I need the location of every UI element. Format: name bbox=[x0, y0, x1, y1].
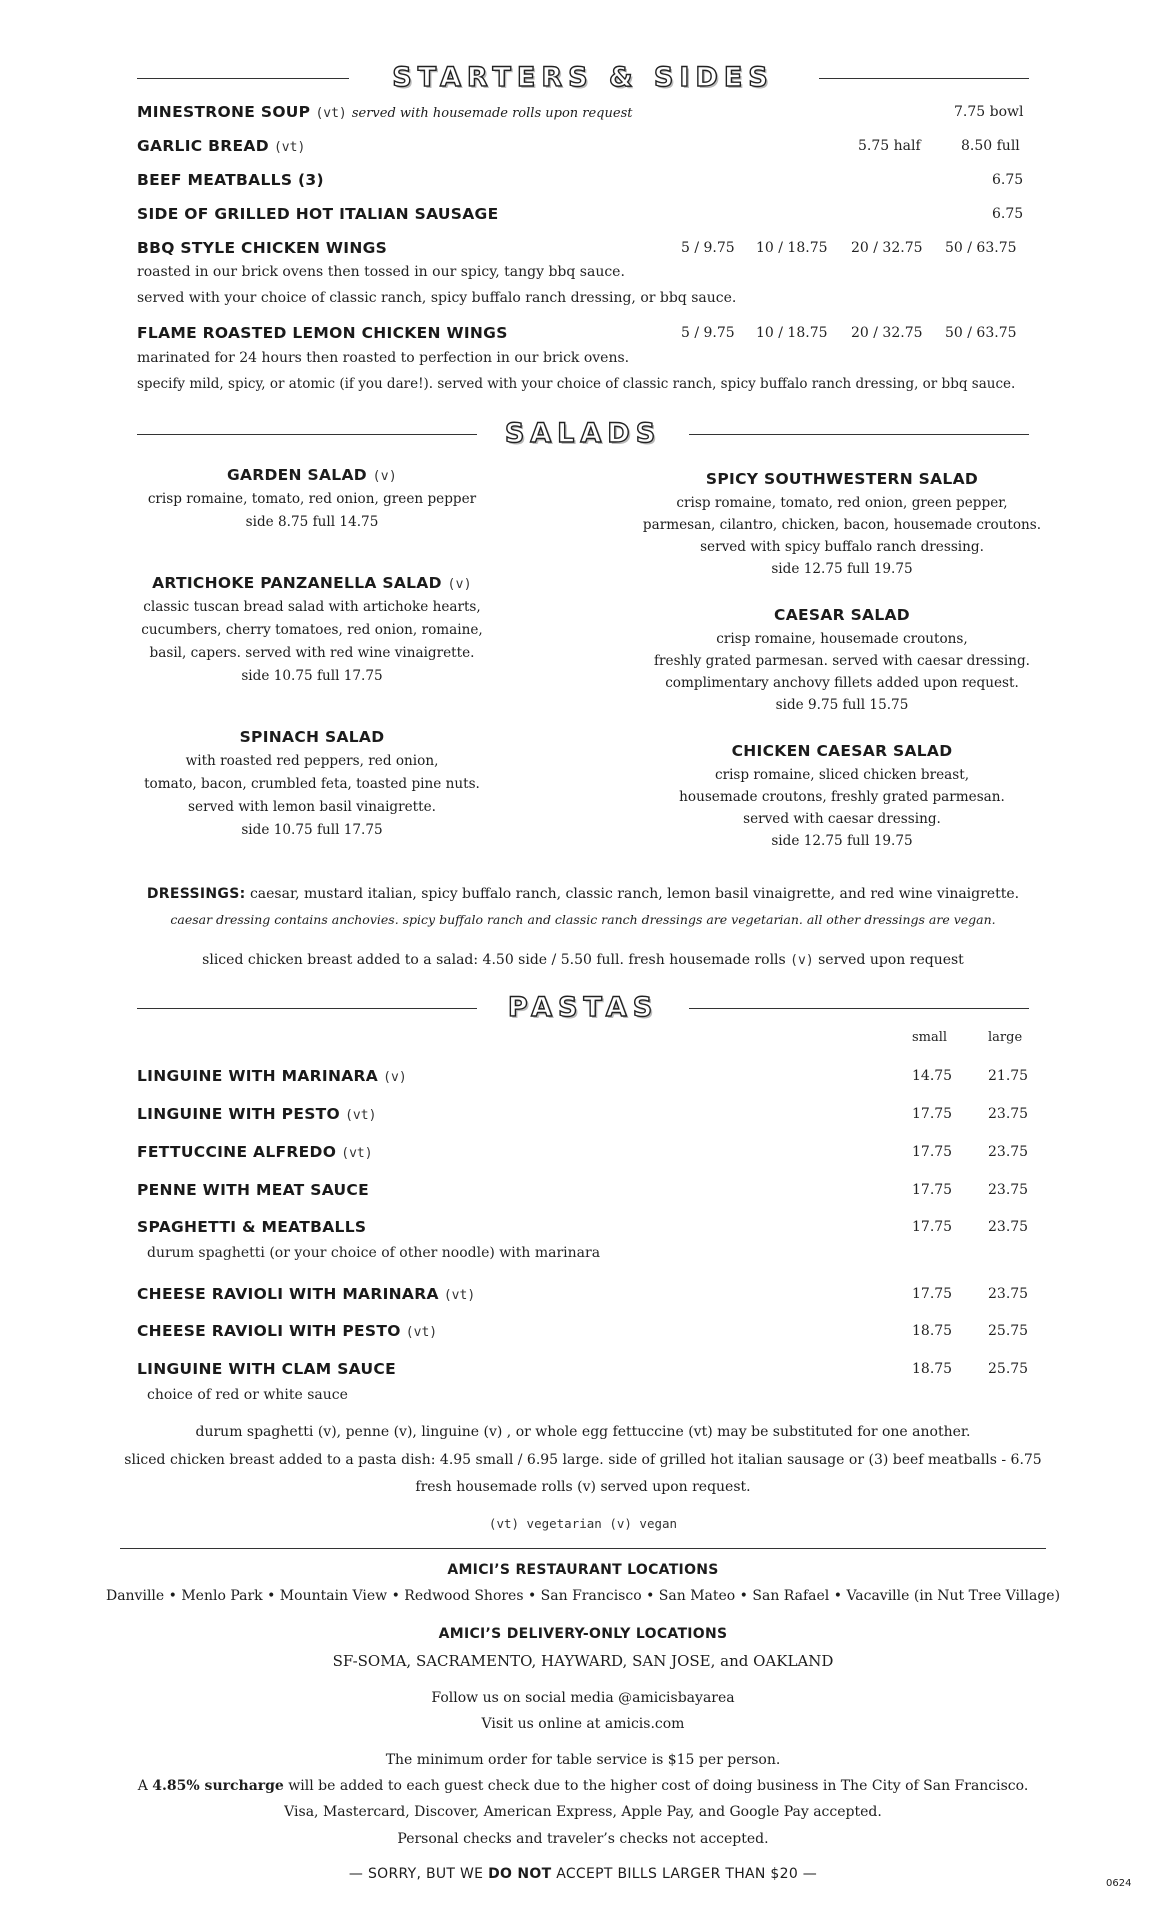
pasta-item: LINGUINE WITH MARINARA (v) bbox=[137, 1067, 407, 1085]
price-small: 18.75 bbox=[912, 1361, 953, 1377]
price-small: 17.75 bbox=[912, 1144, 953, 1160]
pastas-title: PASTAS bbox=[507, 992, 659, 1023]
delivery-title: AMICI’S DELIVERY-ONLY LOCATIONS bbox=[438, 1626, 728, 1642]
wings-item: BBQ STYLE CHICKEN WINGS bbox=[137, 239, 388, 257]
dressings-note: caesar dressing contains anchovies. spicy buffalo ranch and classic ranch dressings are vegetarian. all other dressings are vegan. bbox=[170, 912, 996, 927]
wings-desc: served with your choice of classic ranch, spicy buffalo ranch dressing, or bbq sauce. bbox=[137, 290, 737, 306]
salad-card: SPICY SOUTHWESTERN SALAD crisp romaine, tomato, red onion, green pepper, parmesan, cilantro, chicken, bacon, housemade croutons. served with spicy buffalo ranch dressing. side 12.75 full 19.75 bbox=[642, 470, 1042, 577]
price: 5 / 9.75 bbox=[681, 325, 735, 341]
price-large: 25.75 bbox=[988, 1361, 1029, 1377]
salad-card: CAESAR SALAD crisp romaine, housemade croutons, freshly grated parmesan. served with caesar dressing. complimentary anchovy fillets added upon request. side 9.75 full 15.75 bbox=[654, 606, 1030, 713]
cards-line: Visa, Mastercard, Discover, American Express, Apple Pay, and Google Pay accepted. bbox=[284, 1804, 882, 1820]
wings-item: FLAME ROASTED LEMON CHICKEN WINGS bbox=[137, 324, 508, 342]
footer-divider bbox=[120, 1548, 1046, 1549]
salad-card: GARDEN SALAD (v) crisp romaine, tomato, red onion, green pepper side 8.75 full 14.75 bbox=[147, 466, 477, 530]
pasta-rolls-line: fresh housemade rolls (v) served upon request. bbox=[415, 1479, 751, 1495]
salad-addon: sliced chicken breast added to a salad: 4.50 side / 5.50 full. fresh housemade rolls (v) served upon request bbox=[202, 952, 964, 968]
wings-desc: roasted in our brick ovens then tossed in our spicy, tangy bbq sauce. bbox=[137, 264, 625, 280]
price-large: 23.75 bbox=[988, 1144, 1029, 1160]
starters-title: STARTERS & SIDES bbox=[392, 62, 774, 93]
locations-list: Danville • Menlo Park • Mountain View • Redwood Shores • San Francisco • San Mateo • San Rafael • Vacaville (in Nut Tree Village) bbox=[105, 1588, 1061, 1604]
price-large: 23.75 bbox=[988, 1219, 1029, 1235]
pasta-item: LINGUINE WITH CLAM SAUCE bbox=[137, 1360, 396, 1378]
price: 50 / 63.75 bbox=[945, 240, 1017, 256]
price-small: 17.75 bbox=[912, 1182, 953, 1198]
starter-item: GARLIC BREAD (vt) bbox=[137, 137, 306, 155]
price: 20 / 32.75 bbox=[851, 325, 923, 341]
price-small: 17.75 bbox=[912, 1106, 953, 1122]
diet-legend: (vt) vegetarian (v) vegan bbox=[488, 1516, 678, 1531]
price: 5.75 half bbox=[858, 138, 921, 154]
price: 10 / 18.75 bbox=[756, 325, 828, 341]
col-small: small bbox=[912, 1030, 948, 1045]
dressings-line: DRESSINGS: caesar, mustard italian, spicy buffalo ranch, classic ranch, lemon basil vinaigrette, and red wine vinaigrette. bbox=[146, 886, 1020, 902]
price: 50 / 63.75 bbox=[945, 325, 1017, 341]
salad-card: SPINACH SALAD with roasted red peppers, red onion, tomato, bacon, crumbled feta, toasted pine nuts. served with lemon basil vinaigrette. side 10.75 full 17.75 bbox=[144, 728, 480, 838]
pasta-sub-line: durum spaghetti (v), penne (v), linguine (v) , or whole egg fettuccine (vt) may be substituted for one another. bbox=[195, 1424, 971, 1440]
salad-card: ARTICHOKE PANZANELLA SALAD (v) classic tuscan bread salad with artichoke hearts, cucumbers, cherry tomatoes, red onion, romaine, basil, capers. served with red wine vinaigrette. side 10.75 full 17.75 bbox=[141, 574, 483, 684]
price-large: 25.75 bbox=[988, 1323, 1029, 1339]
salad-card: CHICKEN CAESAR SALAD crisp romaine, sliced chicken breast, housemade croutons, freshly grated parmesan. served with caesar dressing. side 12.75 full 19.75 bbox=[679, 742, 1005, 849]
starter-item: MINESTRONE SOUP (vt) served with housemade rolls upon request bbox=[137, 103, 633, 121]
website-line: Visit us online at amicis.com bbox=[481, 1716, 685, 1732]
col-large: large bbox=[988, 1030, 1023, 1045]
price-large: 21.75 bbox=[988, 1068, 1029, 1084]
price-small: 17.75 bbox=[912, 1286, 953, 1302]
minimum-line: The minimum order for table service is $15 per person. bbox=[385, 1752, 781, 1768]
pasta-item: SPAGHETTI & MEATBALLS bbox=[137, 1218, 367, 1236]
price: 10 / 18.75 bbox=[756, 240, 828, 256]
pasta-item: LINGUINE WITH PESTO (vt) bbox=[137, 1105, 377, 1123]
salads-title: SALADS bbox=[504, 418, 662, 449]
starters-header bbox=[137, 58, 1029, 98]
pastas-header bbox=[137, 988, 1029, 1028]
price-small: 17.75 bbox=[912, 1219, 953, 1235]
price: 6.75 bbox=[992, 206, 1024, 222]
pasta-item: PENNE WITH MEAT SAUCE bbox=[137, 1181, 369, 1199]
surcharge-line: A 4.85% surcharge will be added to each guest check due to the higher cost of doing business in The City of San Francisco. bbox=[137, 1778, 1029, 1794]
pasta-chicken-line: sliced chicken breast added to a pasta dish: 4.95 small / 6.95 large. side of grilled hot italian sausage or (3) beef meatballs - 6.75 bbox=[124, 1452, 1042, 1468]
price: 8.50 full bbox=[961, 138, 1020, 154]
menu-code: 0624 bbox=[1106, 1878, 1132, 1889]
price: 5 / 9.75 bbox=[681, 240, 735, 256]
wings-desc: specify mild, spicy, or atomic (if you dare!). served with your choice of classic ranch, spicy buffalo ranch dressing, or bbq sauce. bbox=[137, 376, 1016, 392]
price: 20 / 32.75 bbox=[851, 240, 923, 256]
pasta-item: CHEESE RAVIOLI WITH PESTO (vt) bbox=[137, 1322, 438, 1340]
starter-item: BEEF MEATBALLS (3) bbox=[137, 171, 324, 189]
pasta-item: CHEESE RAVIOLI WITH MARINARA (vt) bbox=[137, 1285, 476, 1303]
starter-item: SIDE OF GRILLED HOT ITALIAN SAUSAGE bbox=[137, 205, 499, 223]
locations-title: AMICI’S RESTAURANT LOCATIONS bbox=[447, 1562, 719, 1578]
price-large: 23.75 bbox=[988, 1106, 1029, 1122]
price-large: 23.75 bbox=[988, 1286, 1029, 1302]
price-small: 14.75 bbox=[912, 1068, 953, 1084]
price: 7.75 bowl bbox=[954, 104, 1024, 120]
delivery-list: SF-SOMA, SACRAMENTO, HAYWARD, SAN JOSE, and OAKLAND bbox=[332, 1652, 834, 1670]
price: 6.75 bbox=[992, 172, 1024, 188]
pasta-item: FETTUCCINE ALFREDO (vt) bbox=[137, 1143, 373, 1161]
price-small: 18.75 bbox=[912, 1323, 953, 1339]
salads-header bbox=[137, 414, 1029, 454]
social-line: Follow us on social media @amicisbayarea bbox=[431, 1690, 735, 1706]
bills-line: — SORRY, BUT WE DO NOT ACCEPT BILLS LARGER THAN $20 — bbox=[348, 1866, 818, 1882]
wings-desc: marinated for 24 hours then roasted to perfection in our brick ovens. bbox=[137, 350, 630, 366]
pasta-desc: durum spaghetti (or your choice of other noodle) with marinara bbox=[147, 1245, 601, 1261]
price-large: 23.75 bbox=[988, 1182, 1029, 1198]
checks-line: Personal checks and traveler’s checks not accepted. bbox=[397, 1831, 769, 1847]
pasta-desc: choice of red or white sauce bbox=[147, 1387, 348, 1403]
